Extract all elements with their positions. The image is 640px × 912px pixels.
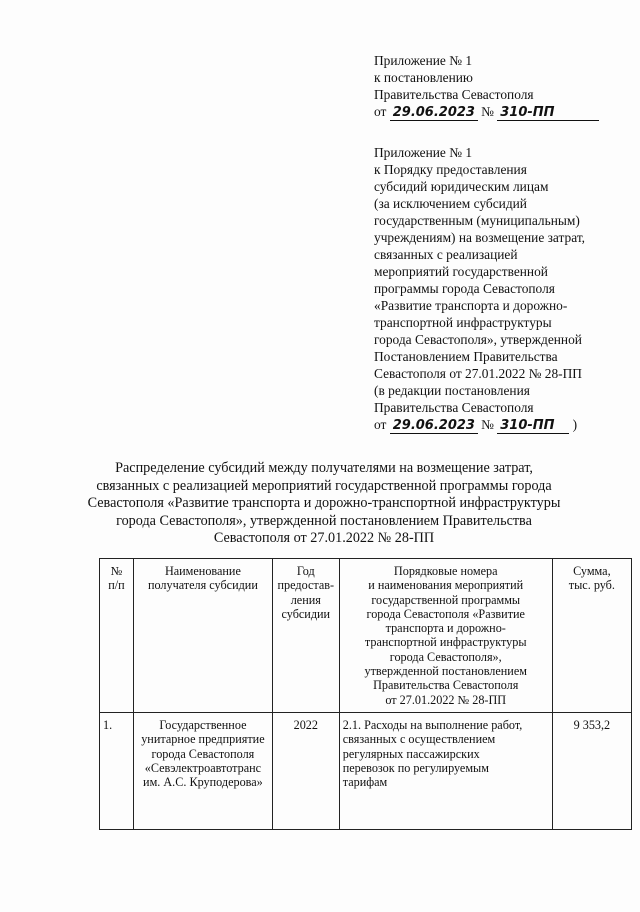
row-year: 2022: [272, 712, 339, 829]
appendix-line: государственным (муниципальным): [374, 213, 580, 228]
date-prefix: от: [374, 104, 387, 119]
appendix-line: «Развитие транспорта и дорожно-: [374, 298, 568, 313]
header-number: № п/п: [100, 559, 134, 713]
title-line: связанных с реализацией мероприятий государственной программы города: [96, 477, 552, 494]
header-recipient: Наименование получателя субсидии: [133, 559, 272, 713]
appendix-line: мероприятий государственной: [374, 264, 548, 279]
appendix-line: (за исключением субсидий: [374, 196, 527, 211]
appendix-line: программы города Севастополя: [374, 281, 555, 296]
title-line: Севастополя «Развитие транспорта и дорожно-транспортной инфраструктуры: [87, 495, 561, 511]
appendix-date-line: [374, 416, 624, 434]
title-line: Севастополя от 27.01.2022 № 28-ПП: [213, 530, 435, 546]
appendix-to-procedure: [374, 144, 624, 434]
row-sum: 9 353,2: [552, 712, 631, 829]
row-recipient: Государственное унитарное предприятие города Севастополя «Севэлектроавтотранс им. А.С. Круподерова»: [133, 712, 272, 829]
appendix-line: к Порядку предоставления: [374, 162, 527, 177]
appendix-line: Правительства Севастополя: [374, 400, 534, 415]
handwritten-date: 29.06.2023: [390, 105, 478, 121]
handwritten-number: 310-ПП: [497, 418, 569, 434]
row-events: 2.1. Расходы на выполнение работ, связанных с осуществлением регулярных пассажирских перевозок по регулируемым тарифам: [339, 712, 552, 829]
closing-bracket: ): [572, 417, 578, 432]
appendix-line: Севастополя от 27.01.2022 № 28-ПП: [374, 366, 582, 381]
table-row: [100, 712, 632, 829]
appendix-line: Приложение № 1: [374, 145, 473, 160]
appendix-line: Постановлением Правительства: [374, 349, 558, 364]
appendix-line: транспортной инфраструктуры: [374, 315, 552, 330]
number-prefix: №: [481, 417, 494, 432]
document-title: [80, 460, 568, 548]
appendix-date-line: [374, 103, 624, 121]
header-events: Порядковые номера и наименования мероприятий государственной программы города Севастополя «Развитие транспорта и дорожно- транспортной инфраструктуры города Севастополя», утвержденной постановлением Правительства Севастополя от 27.01.2022 № 28-ПП: [339, 559, 552, 713]
appendix-line: учреждениям) на возмещение затрат,: [374, 230, 586, 245]
number-prefix: №: [481, 104, 494, 119]
appendix-line: к постановлению: [374, 70, 473, 85]
subsidy-distribution-table: [99, 558, 632, 830]
title-line: города Севастополя», утвержденной постановлением Правительства: [116, 512, 532, 529]
appendix-line: (в редакции постановления: [374, 383, 530, 398]
header-sum: Сумма, тыс. руб.: [552, 559, 631, 713]
row-number: 1.: [100, 712, 134, 829]
appendix-line: Приложение № 1: [374, 53, 473, 68]
appendix-line: Правительства Севастополя: [374, 87, 534, 102]
table-header-row: [100, 559, 632, 713]
header-year: Год предостав- ления субсидии: [272, 559, 339, 713]
handwritten-number: 310-ПП: [497, 105, 599, 121]
appendix-line: субсидий юридическим лицам: [374, 179, 549, 194]
date-prefix: от: [374, 417, 387, 432]
appendix-line: города Севастополя», утвержденной: [374, 332, 582, 347]
title-line: Распределение субсидий между получателями на возмещение затрат,: [115, 460, 533, 476]
appendix-line: связанных с реализацией: [374, 247, 518, 262]
appendix-to-resolution: [374, 52, 624, 121]
handwritten-date: 29.06.2023: [390, 418, 478, 434]
